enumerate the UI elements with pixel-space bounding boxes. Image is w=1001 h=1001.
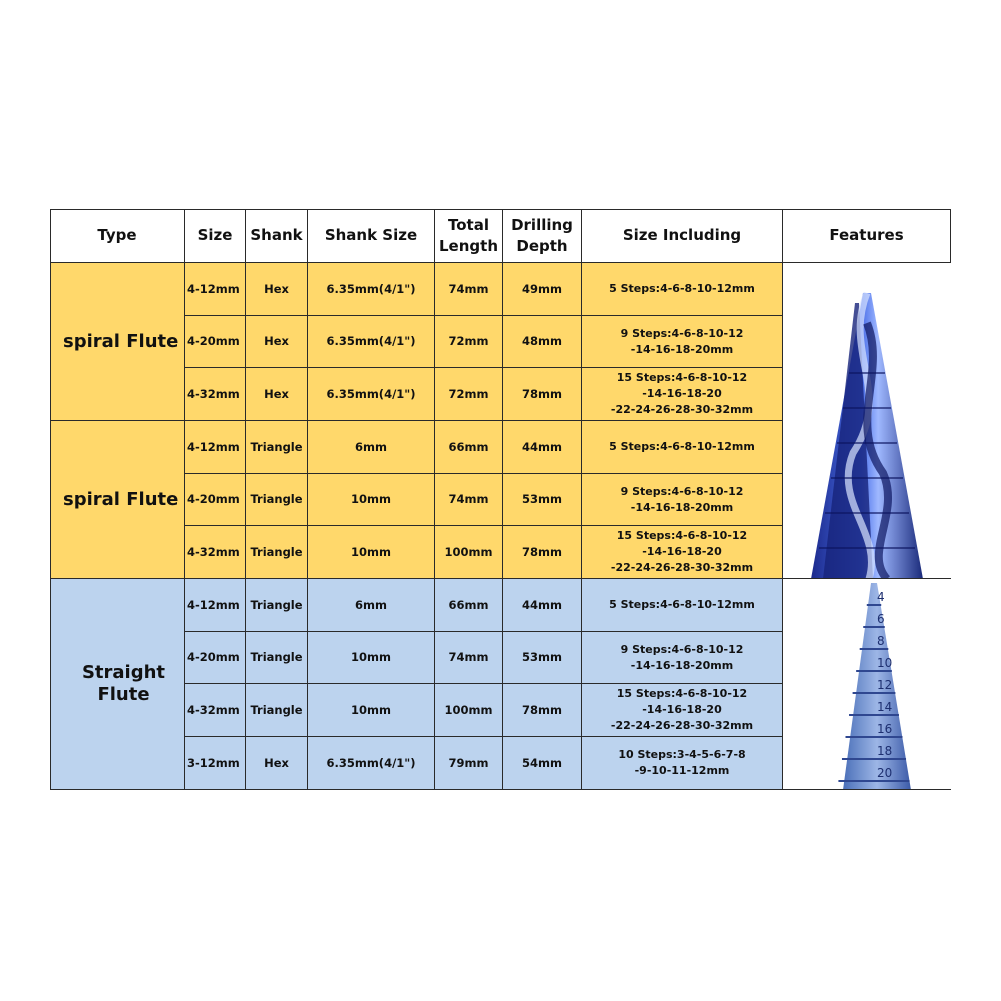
spiral-flute-drill-bit-image xyxy=(783,263,951,579)
cell-drilling-depth: 44mm xyxy=(503,421,582,474)
header-type: Type xyxy=(50,209,185,263)
cell-drilling-depth: 48mm xyxy=(503,316,582,368)
cell-shank-size: 10mm xyxy=(308,684,435,737)
cell-drilling-depth: 53mm xyxy=(503,474,582,526)
cell-drilling-depth: 78mm xyxy=(503,526,582,579)
cell-size: 4-12mm xyxy=(185,263,246,316)
bit-step-label: 20 xyxy=(877,766,893,780)
cell-shank: Triangle xyxy=(246,526,308,579)
group-label-straight-flute: Straight Flute xyxy=(50,579,185,790)
cell-size-including: 9 Steps:4-6-8-10-12 -14-16-18-20mm xyxy=(582,632,783,684)
header-shank-size: Shank Size xyxy=(308,209,435,263)
cell-size: 3-12mm xyxy=(185,737,246,790)
cell-shank: Triangle xyxy=(246,474,308,526)
cell-shank: Hex xyxy=(246,263,308,316)
group-label-spiral-flute-hex: spiral Flute xyxy=(50,263,185,421)
bit-step-label: 18 xyxy=(877,744,893,758)
cell-shank-size: 10mm xyxy=(308,632,435,684)
cell-shank: Hex xyxy=(246,368,308,421)
cell-total-length: 74mm xyxy=(435,632,503,684)
header-size: Size xyxy=(185,209,246,263)
cell-size: 4-12mm xyxy=(185,579,246,632)
cell-shank: Triangle xyxy=(246,684,308,737)
cell-size-including: 10 Steps:3-4-5-6-7-8 -9-10-11-12mm xyxy=(582,737,783,790)
cell-drilling-depth: 53mm xyxy=(503,632,582,684)
cell-size-including: 15 Steps:4-6-8-10-12 -14-16-18-20 -22-24-26-28-30-32mm xyxy=(582,526,783,579)
cell-size: 4-32mm xyxy=(185,684,246,737)
cell-size-including: 15 Steps:4-6-8-10-12 -14-16-18-20 -22-24-26-28-30-32mm xyxy=(582,684,783,737)
header-shank: Shank xyxy=(246,209,308,263)
straight-drill-bit-icon xyxy=(783,579,951,790)
cell-shank: Hex xyxy=(246,737,308,790)
cell-drilling-depth: 54mm xyxy=(503,737,582,790)
spiral-drill-bit-icon xyxy=(783,263,951,579)
cell-total-length: 79mm xyxy=(435,737,503,790)
cell-shank-size: 10mm xyxy=(308,474,435,526)
cell-total-length: 72mm xyxy=(435,368,503,421)
cell-size: 4-12mm xyxy=(185,421,246,474)
group-label-spiral-flute-triangle: spiral Flute xyxy=(50,421,185,579)
cell-size: 4-20mm xyxy=(185,316,246,368)
cell-total-length: 66mm xyxy=(435,421,503,474)
cell-shank-size: 6.35mm(4/1") xyxy=(308,737,435,790)
header-features: Features xyxy=(783,209,951,263)
header-size-including: Size Including xyxy=(582,209,783,263)
cell-shank: Triangle xyxy=(246,421,308,474)
cell-shank-size: 6mm xyxy=(308,421,435,474)
cell-drilling-depth: 78mm xyxy=(503,684,582,737)
cell-shank: Triangle xyxy=(246,632,308,684)
bit-step-label: 8 xyxy=(877,634,885,648)
cell-total-length: 100mm xyxy=(435,684,503,737)
bit-step-label: 6 xyxy=(877,612,885,626)
cell-size-including: 5 Steps:4-6-8-10-12mm xyxy=(582,579,783,632)
cell-shank-size: 6.35mm(4/1") xyxy=(308,368,435,421)
cell-size-including: 9 Steps:4-6-8-10-12 -14-16-18-20mm xyxy=(582,316,783,368)
cell-size-including: 9 Steps:4-6-8-10-12 -14-16-18-20mm xyxy=(582,474,783,526)
cell-size: 4-32mm xyxy=(185,368,246,421)
spec-table xyxy=(50,209,951,790)
cell-size-including: 15 Steps:4-6-8-10-12 -14-16-18-20 -22-24-26-28-30-32mm xyxy=(582,368,783,421)
bit-step-label: 10 xyxy=(877,656,893,670)
cell-shank: Hex xyxy=(246,316,308,368)
cell-size: 4-32mm xyxy=(185,526,246,579)
bit-step-label: 4 xyxy=(877,590,885,604)
cell-shank: Triangle xyxy=(246,579,308,632)
header-total-length: Total Length xyxy=(435,209,503,263)
cell-shank-size: 6mm xyxy=(308,579,435,632)
cell-shank-size: 10mm xyxy=(308,526,435,579)
cell-total-length: 100mm xyxy=(435,526,503,579)
bit-step-label: 16 xyxy=(877,722,893,736)
cell-drilling-depth: 49mm xyxy=(503,263,582,316)
bit-step-label: 12 xyxy=(877,678,893,692)
cell-total-length: 74mm xyxy=(435,474,503,526)
cell-drilling-depth: 44mm xyxy=(503,579,582,632)
cell-size-including: 5 Steps:4-6-8-10-12mm xyxy=(582,263,783,316)
cell-total-length: 72mm xyxy=(435,316,503,368)
header-drilling-depth: Drilling Depth xyxy=(503,209,582,263)
cell-shank-size: 6.35mm(4/1") xyxy=(308,263,435,316)
cell-drilling-depth: 78mm xyxy=(503,368,582,421)
cell-shank-size: 6.35mm(4/1") xyxy=(308,316,435,368)
cell-size: 4-20mm xyxy=(185,632,246,684)
cell-total-length: 74mm xyxy=(435,263,503,316)
cell-size-including: 5 Steps:4-6-8-10-12mm xyxy=(582,421,783,474)
cell-total-length: 66mm xyxy=(435,579,503,632)
straight-flute-drill-bit-image xyxy=(783,579,951,790)
bit-step-label: 14 xyxy=(877,700,893,714)
cell-size: 4-20mm xyxy=(185,474,246,526)
